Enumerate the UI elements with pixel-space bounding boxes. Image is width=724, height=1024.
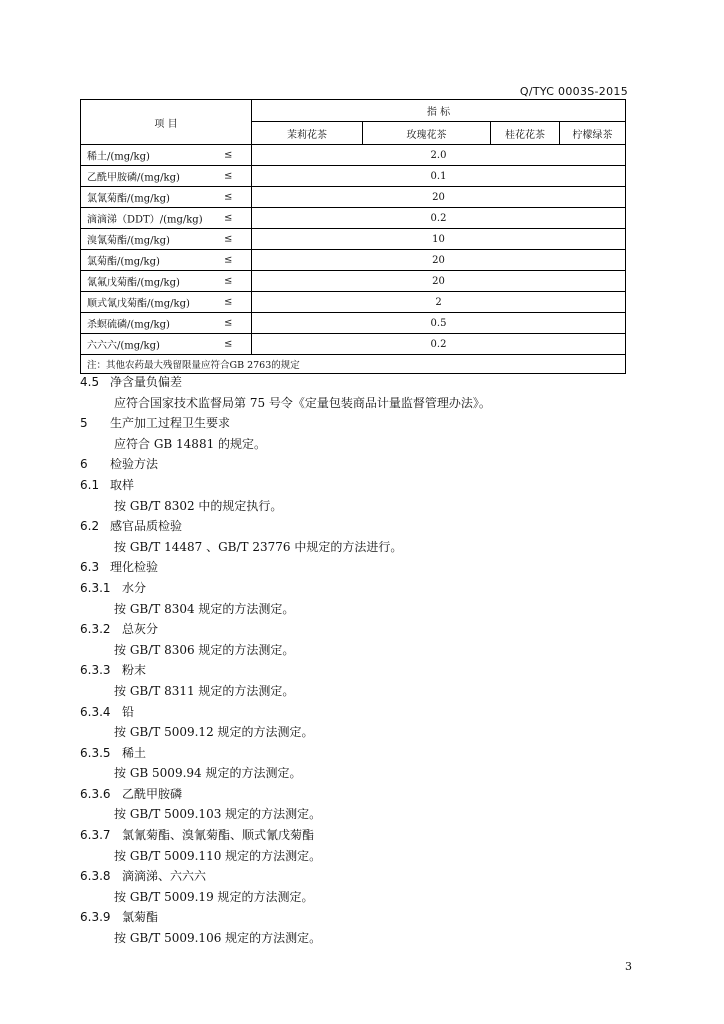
table-row: [81, 145, 626, 166]
paragraph: 按 GB/T 5009.106 规定的方法测定。: [114, 931, 322, 946]
paragraph: 按 GB/T 8304 规定的方法测定。: [114, 601, 295, 616]
table-row: [81, 292, 626, 313]
table-row: [81, 313, 626, 334]
section-number: 6.3.2: [80, 622, 111, 637]
section-heading: [80, 516, 640, 537]
table-row: [81, 250, 626, 271]
section-heading: [80, 702, 640, 723]
section-title: 水分: [122, 580, 147, 595]
section-number: 6.3.8: [80, 869, 111, 884]
less-equal-symbol: ≤: [224, 275, 233, 287]
section-heading: [80, 578, 640, 599]
less-equal-symbol: ≤: [224, 296, 233, 308]
row-limit-value: 2.0: [252, 145, 626, 166]
section-heading: [80, 743, 640, 764]
paragraph: 按 GB/T 8306 规定的方法测定。: [114, 642, 295, 657]
paragraph: 按 GB/T 8302 中的规定执行。: [114, 498, 283, 513]
document-code: Q/TYC 0003S-2015: [519, 85, 628, 98]
section-number: 6: [80, 457, 88, 472]
section-number: 6.3.7: [80, 828, 111, 843]
section-number: 4.5: [80, 375, 100, 389]
section-number: 6.3.3: [80, 663, 111, 678]
section-title: 检验方法: [110, 457, 159, 472]
body-text: [80, 372, 640, 949]
section-title: 稀土: [122, 745, 147, 760]
page-number: 3: [625, 960, 632, 973]
limits-table: [80, 99, 626, 374]
paragraph: 按 GB/T 5009.19 规定的方法测定。: [114, 889, 314, 904]
row-item-name: 六六六/(mg/kg): [87, 340, 160, 352]
less-equal-symbol: ≤: [224, 254, 233, 266]
section-heading: [80, 557, 640, 578]
row-limit-value: 20: [252, 187, 626, 208]
row-item-name: 顺式氰戊菊酯/(mg/kg): [87, 298, 190, 310]
section-title: 生产加工过程卫生要求: [110, 416, 231, 431]
less-equal-symbol: ≤: [224, 191, 233, 203]
section-title: 滴滴涕、六六六: [122, 869, 207, 884]
column-header-index: 指 标: [252, 100, 626, 122]
less-equal-symbol: ≤: [224, 317, 233, 329]
section-heading: [80, 660, 640, 681]
section-number: 6.3.4: [80, 704, 111, 719]
section-number: 6.3.5: [80, 745, 111, 760]
row-limit-value: 0.2: [252, 334, 626, 355]
row-limit-value: 10: [252, 229, 626, 250]
section-heading: [80, 907, 640, 928]
section-number: 6.3: [80, 560, 100, 575]
row-item-name: 氰氟戊菊酯/(mg/kg): [87, 277, 180, 289]
section-heading: [80, 825, 640, 846]
table-row: [81, 334, 626, 355]
row-item-name: 溴氰菊酯/(mg/kg): [87, 235, 170, 247]
section-number: 6.1: [80, 477, 100, 492]
section-title: 感官品质检验: [110, 519, 183, 534]
section-title: 净含量负偏差: [110, 375, 183, 389]
section-title: 取样: [110, 477, 135, 492]
row-limit-value: 0.2: [252, 208, 626, 229]
section-heading: [80, 784, 640, 805]
row-limit-value: 0.1: [252, 166, 626, 187]
row-limit-value: 20: [252, 271, 626, 292]
less-equal-symbol: ≤: [224, 149, 233, 161]
paragraph: 按 GB/T 5009.12 规定的方法测定。: [114, 725, 314, 740]
section-heading: [80, 372, 640, 393]
less-equal-symbol: ≤: [224, 170, 233, 182]
section-number: 6.3.6: [80, 786, 111, 801]
section-heading: [80, 454, 640, 475]
paragraph: 按 GB 5009.94 规定的方法测定。: [114, 766, 302, 781]
less-equal-symbol: ≤: [224, 338, 233, 350]
section-heading: [80, 619, 640, 640]
subcolumn-jasmine: 茉莉花茶: [252, 122, 363, 145]
paragraph: 按 GB/T 5009.110 规定的方法测定。: [114, 848, 322, 863]
table-row: [81, 271, 626, 292]
row-limit-value: 20: [252, 250, 626, 271]
row-item-name: 乙酰甲胺磷/(mg/kg): [87, 172, 180, 184]
row-limit-value: 2: [252, 292, 626, 313]
paragraph: 应符合 GB 14881 的规定。: [114, 436, 267, 451]
row-limit-value: 0.5: [252, 313, 626, 334]
subcolumn-lemon: 柠檬绿茶: [560, 122, 626, 145]
row-item-name: 杀螟硫磷/(mg/kg): [87, 319, 170, 331]
paragraph: 按 GB/T 8311 规定的方法测定。: [114, 683, 295, 698]
section-title: 氯氰菊酯、溴氰菊酯、顺式氰戊菊酯: [122, 828, 315, 843]
column-header-item: 项 目: [81, 100, 252, 145]
table-row: [81, 229, 626, 250]
section-number: 6.2: [80, 519, 100, 534]
table-row: [81, 208, 626, 229]
paragraph: 应符合国家技术监督局第 75 号令《定量包装商品计量监督管理办法》。: [114, 395, 491, 410]
table-row: [81, 187, 626, 208]
row-item-name: 滴滴涕（DDT）/(mg/kg): [87, 214, 203, 226]
section-heading: [80, 866, 640, 887]
less-equal-symbol: ≤: [224, 233, 233, 245]
row-item-name: 氯氰菊酯/(mg/kg): [87, 193, 170, 205]
row-item-name: 氯菊酯/(mg/kg): [87, 256, 160, 268]
section-title: 粉末: [122, 663, 147, 678]
row-item-name: 稀土/(mg/kg): [87, 151, 150, 163]
section-title: 总灰分: [122, 622, 159, 637]
less-equal-symbol: ≤: [224, 212, 233, 224]
subcolumn-rose: 玫瑰花茶: [363, 122, 491, 145]
section-heading: [80, 475, 640, 496]
section-number: 6.3.1: [80, 580, 111, 595]
table-note: 注：其他农药最大残留限量应符合GB 2763的规定: [81, 355, 626, 374]
section-title: 理化检验: [110, 560, 159, 575]
section-title: 氯菊酯: [122, 910, 159, 925]
paragraph: 按 GB/T 14487 、GB/T 23776 中规定的方法进行。: [114, 539, 403, 554]
section-number: 6.3.9: [80, 910, 111, 925]
section-number: 5: [80, 416, 88, 431]
section-title: 铅: [122, 704, 135, 719]
section-heading: [80, 413, 640, 434]
section-title: 乙酰甲胺磷: [122, 786, 183, 801]
subcolumn-osmanthus: 桂花花茶: [491, 122, 560, 145]
table-row: [81, 166, 626, 187]
paragraph: 按 GB/T 5009.103 规定的方法测定。: [114, 807, 322, 822]
